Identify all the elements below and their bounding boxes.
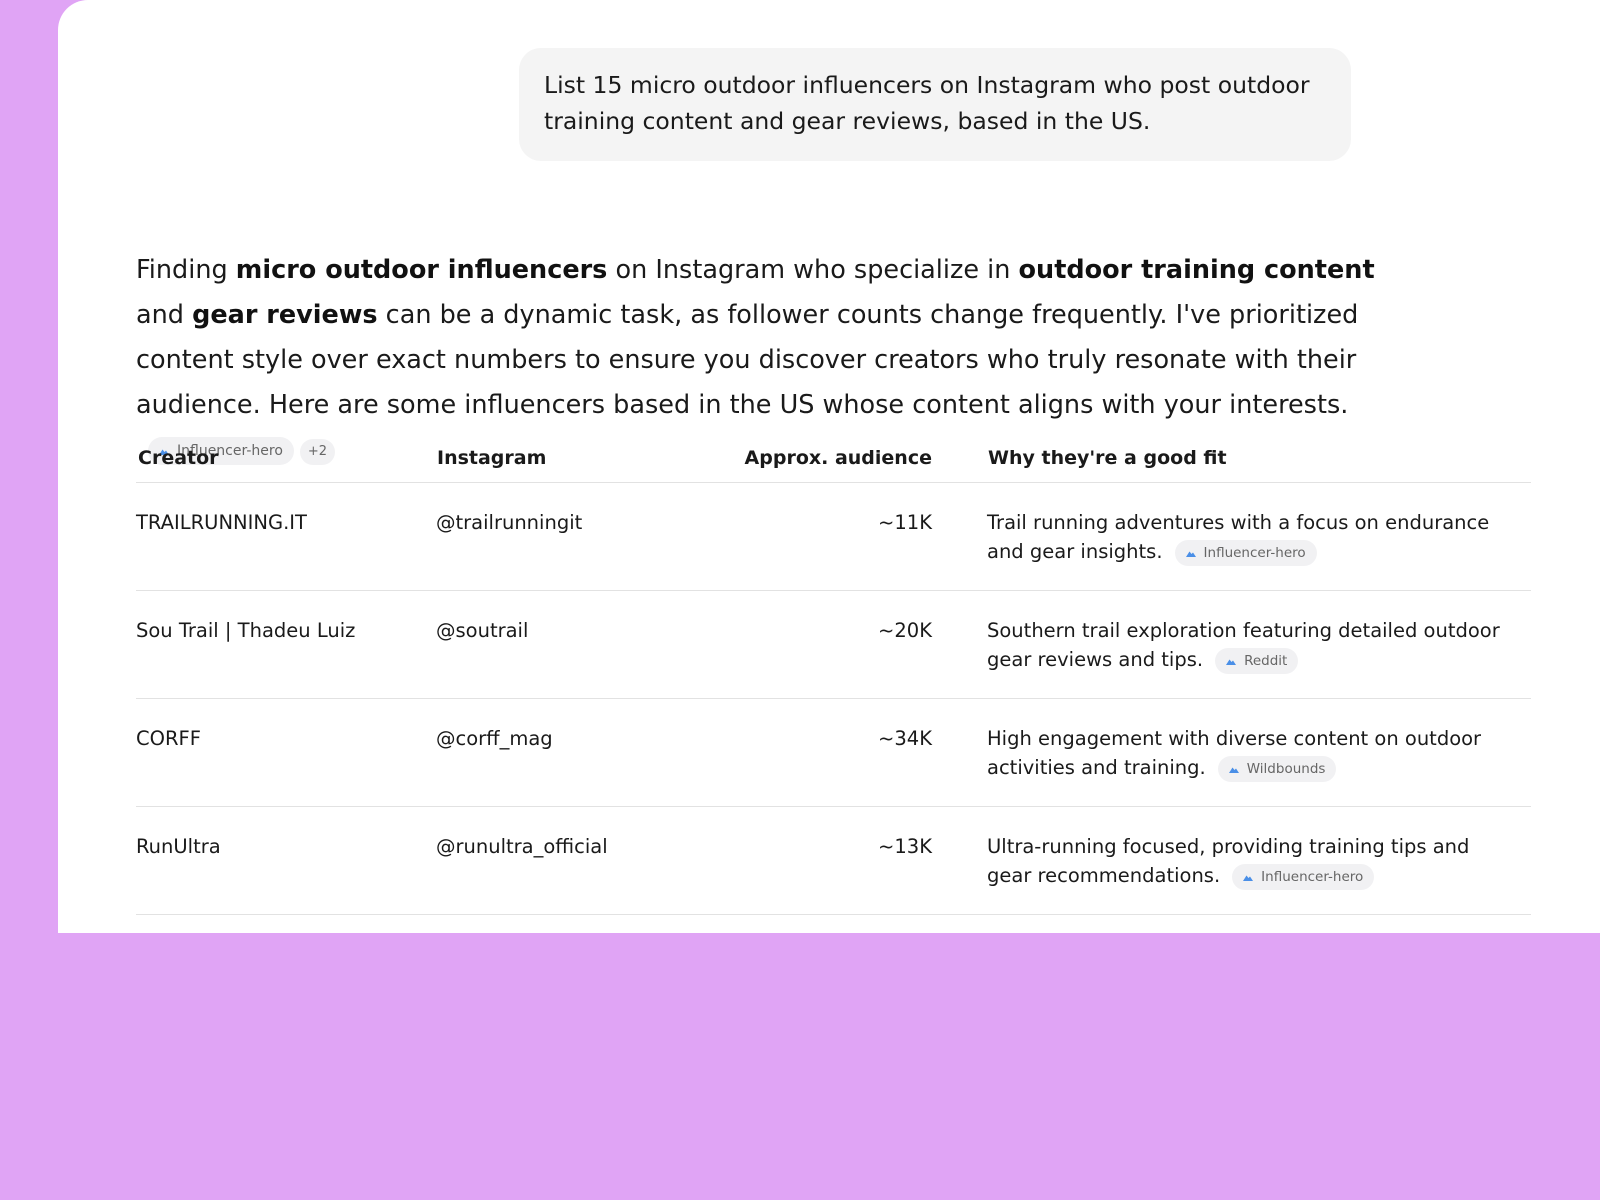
column-header-creator: Creator bbox=[136, 434, 436, 483]
more-sources-badge[interactable]: +2 bbox=[300, 439, 335, 465]
creator-name: TRAILRUNNING.IT bbox=[136, 483, 436, 591]
source-chip[interactable] bbox=[1218, 756, 1337, 782]
intro-text-2: on Instagram who specialize in bbox=[607, 255, 1019, 285]
source-chip-label: Influencer-hero bbox=[177, 443, 283, 459]
intro-bold-2: outdoor training content bbox=[1018, 255, 1375, 285]
audience-size: ~34K bbox=[737, 699, 932, 807]
creator-name: CORFF bbox=[136, 699, 436, 807]
source-chip-label: Reddit bbox=[1244, 653, 1288, 669]
table-row bbox=[136, 807, 1531, 915]
table-row bbox=[136, 483, 1531, 591]
source-chip[interactable] bbox=[1232, 864, 1374, 890]
creator-name: Sou Trail | Thadeu Luiz bbox=[136, 591, 436, 699]
user-message-bubble bbox=[519, 48, 1351, 161]
fit-reason-cell bbox=[932, 699, 1531, 807]
column-header-why: Why they're a good fit bbox=[932, 434, 1531, 483]
source-chip-label: Wildbounds bbox=[1246, 761, 1326, 777]
fit-reason-cell bbox=[932, 807, 1531, 915]
intro-bold-3: gear reviews bbox=[192, 300, 378, 330]
audience-size: ~13K bbox=[737, 807, 932, 915]
mountain-icon bbox=[1243, 873, 1253, 881]
creator-name: RunUltra bbox=[136, 807, 436, 915]
table-row bbox=[136, 591, 1531, 699]
chat-panel bbox=[58, 0, 1600, 933]
intro-text-1: Finding bbox=[136, 255, 236, 285]
column-header-instagram: Instagram bbox=[436, 434, 737, 483]
fit-reason bbox=[987, 508, 1507, 566]
mountain-icon bbox=[1226, 657, 1236, 665]
table-row bbox=[136, 699, 1531, 807]
mountain-icon bbox=[1229, 765, 1239, 773]
source-chip[interactable] bbox=[1175, 540, 1317, 566]
influencer-table bbox=[136, 434, 1531, 915]
fit-reason bbox=[987, 724, 1507, 782]
source-chip-label: Influencer-hero bbox=[1261, 869, 1364, 885]
user-message-text: List 15 micro outdoor influencers on Instagram who post outdoor training content and gear reviews, based in the US. bbox=[544, 71, 1310, 135]
fit-reason-text: Trail running adventures with a focus on endurance and gear insights. bbox=[987, 511, 1490, 563]
fit-reason-text: High engagement with diverse content on outdoor activities and training. bbox=[987, 727, 1482, 779]
fit-reason bbox=[987, 616, 1507, 674]
instagram-handle: @soutrail bbox=[436, 591, 737, 699]
instagram-handle: @corff_mag bbox=[436, 699, 737, 807]
intro-text-4: can be a dynamic task, as follower counts change frequently. I've prioritized content style over exact numbers to ensure you discover creators who truly resonate with their audience. Here are some influencers based in the US whose content aligns with your interests. bbox=[136, 300, 1359, 420]
table-header-row bbox=[136, 434, 1531, 483]
column-header-audience: Approx. audience bbox=[737, 434, 932, 483]
instagram-handle: @runultra_official bbox=[436, 807, 737, 915]
fit-reason-text: Ultra-running focused, providing training tips and gear recommendations. bbox=[987, 835, 1470, 887]
fit-reason bbox=[987, 832, 1507, 890]
source-chip[interactable] bbox=[1215, 648, 1298, 674]
fit-reason-cell bbox=[932, 483, 1531, 591]
mountain-icon bbox=[1186, 549, 1196, 557]
fit-reason-text: Southern trail exploration featuring detailed outdoor gear reviews and tips. bbox=[987, 619, 1500, 671]
intro-bold-1: micro outdoor influencers bbox=[235, 255, 608, 285]
audience-size: ~11K bbox=[737, 483, 932, 591]
intro-text-3: and bbox=[136, 300, 193, 330]
fit-reason-cell bbox=[932, 591, 1531, 699]
instagram-handle: @trailrunningit bbox=[436, 483, 737, 591]
source-chip-label: Influencer-hero bbox=[1203, 545, 1306, 561]
audience-size: ~20K bbox=[737, 591, 932, 699]
